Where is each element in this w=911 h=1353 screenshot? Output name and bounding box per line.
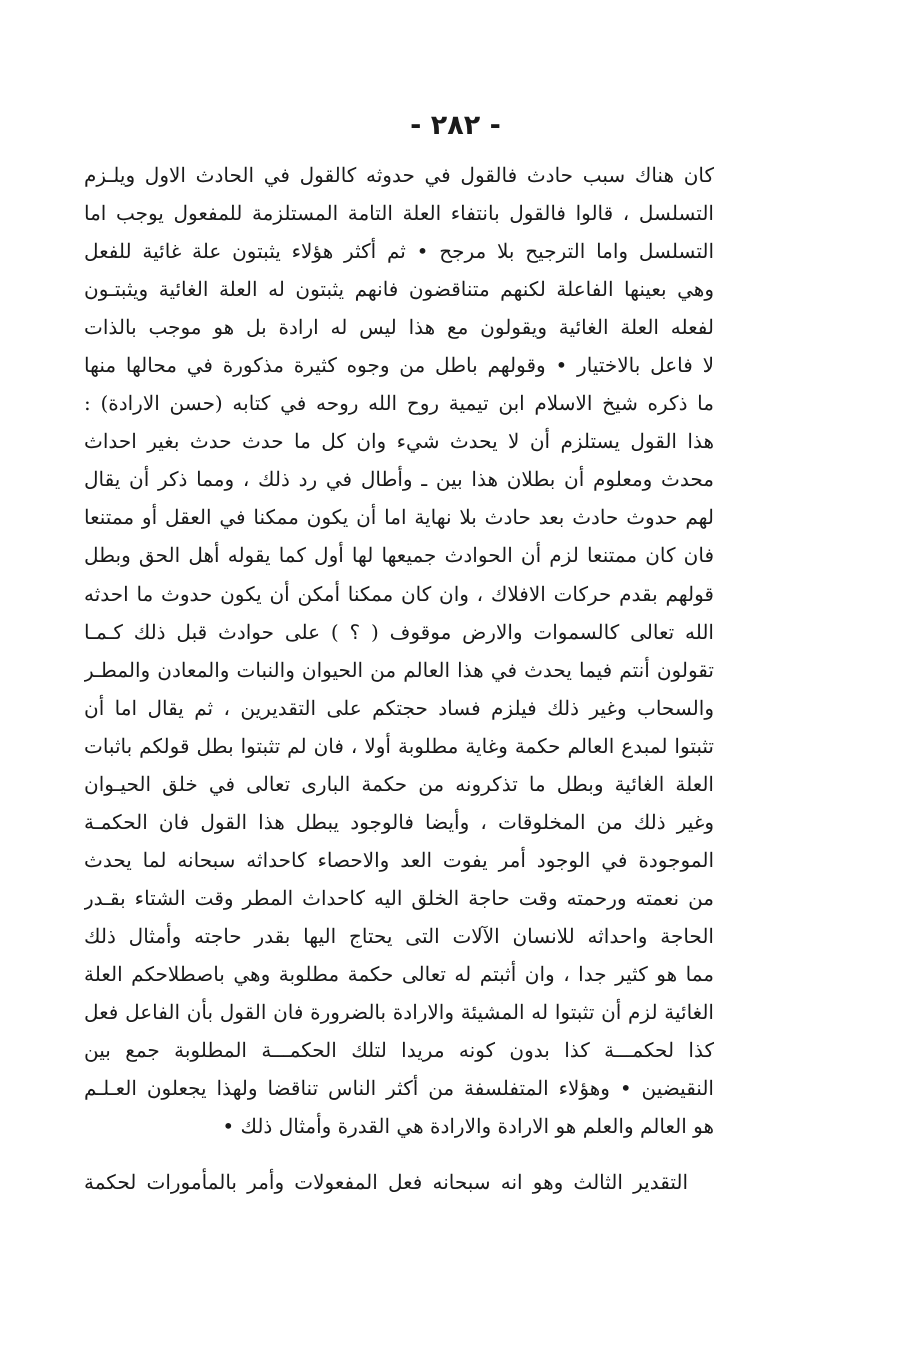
text-line: ما ذكره شيخ الاسلام ابن تيمية روح الله روحه في كتابه (حسن الارادة) : (84, 391, 714, 416)
text-line: وهي بعينها الفاعلة لكنهم متناقضون فانهم يثبتون له العلة الغائية ويثبتـون (84, 277, 714, 302)
text-line: وغير ذلك من المخلوقات ، وأيضا فالوجود يبطل هذا القول فان الحكمـة (84, 809, 714, 834)
paragraph (84, 1163, 714, 1201)
text-line: هو العالم والعلم هو الارادة والارادة هي القدرة وأمثال ذلك • (222, 1114, 714, 1139)
text-line: فان كان ممتنعا لزم أن الحوادث جميعها لها أول كما يقوله أهل الحق وبطل (84, 543, 714, 568)
text-line: الحاجة واحداثه للانسان الآلات التى يحتاج اليها بقدر حاجته وأمثال ذلك (84, 923, 714, 948)
text-line: تقولون أنتم فيما يحدث في هذا العالم من الحيوان والنبات والمعادن والمطـر (84, 657, 714, 682)
text-line: محدث ومعلوم أن بطلان هذا بين ـ وأطال في رد ذلك ، ومما ذكر أن يقال (84, 467, 714, 492)
text-line: التسلسل ، قالوا فالقول بانتفاء العلة التامة المستلزمة للمفعول يوجب اما (84, 201, 714, 226)
text-line: لفعله العلة الغائية ويقولون مع هذا ليس له ارادة بل هو موجب بالذات (84, 315, 714, 340)
text-line: الغائية لزم أن تثبتوا له المشيئة والارادة بالضرورة فان القول بأن الفاعل فعل (84, 1000, 714, 1025)
page-number: - ٢٨٢ - (410, 110, 501, 141)
text-line: كان هناك سبب حادث فالقول في حدوثه كالقول في الحادث الاول ويلـزم (84, 163, 714, 187)
text-line: الله تعالى كالسموات والارض موقوف ( ؟ ) على حوادث قبل ذلك كـمـا (84, 619, 714, 644)
text-line: قولهم بقدم حركات الافلاك ، وان كان ممكنا أمكن أن يكون حدوث ما احدثه (84, 581, 714, 606)
text-line: العلة الغائية وبطل ما تذكرونه من حكمة البارى تعالى في خلق الحيـوان (84, 771, 714, 796)
text-line: الموجودة في الوجود أمر يفوت العد والاحصاء كاحداثه سبحانه لما يحدث (84, 847, 714, 872)
text-line: والسحاب وغير ذلك فيلزم فساد حجتكم على التقديرين ، ثم يقال اما أن (84, 695, 714, 720)
text-line: من نعمته ورحمته وقت حاجة الخلق اليه كاحداث المطر وقت الشتاء بقـدر (84, 885, 714, 910)
text-line: النقيضين • وهؤلاء المتفلسفة من أكثر الناس تناقضا ولهذا يجعلون العـلـم (84, 1076, 714, 1101)
body-text (84, 156, 714, 1201)
text-line: تثبتوا لمبدع العالم حكمة وغاية مطلوبة أولا ، فان لم تثبتوا بطل قولكم باثبات (84, 733, 714, 758)
paragraph (84, 156, 714, 1145)
text-line: لا فاعل بالاختيار • وقولهم باطل من وجوه كثيرة مذكورة في محالها منها (84, 353, 714, 378)
text-line: هذا القول يستلزم أن لا يحدث شيء وان كل ما حدث حدث بغير احداث (84, 429, 714, 454)
text-line: كذا لحكمـــة كذا بدون كونه مريدا لتلك الحكمـــة المطلوبة جمع بين (84, 1038, 714, 1063)
text-line: مما هو كثير جدا ، وان أثبتم له تعالى حكمة مطلوبة وهي باصطلاحكم العلة (84, 961, 714, 986)
text-line: التسلسل واما الترجيح بلا مرجح • ثم أكثر هؤلاء يثبتون علة غائية للفعل (84, 239, 714, 264)
text-line: التقدير الثالث وهو انه سبحانه فعل المفعولات وأمر بالمأمورات لحكمة (84, 1170, 688, 1195)
text-line: لهم حدوث حادث بعد حادث بلا نهاية اما أن يكون ممكنا في العقل أو ممتنعا (84, 505, 714, 530)
